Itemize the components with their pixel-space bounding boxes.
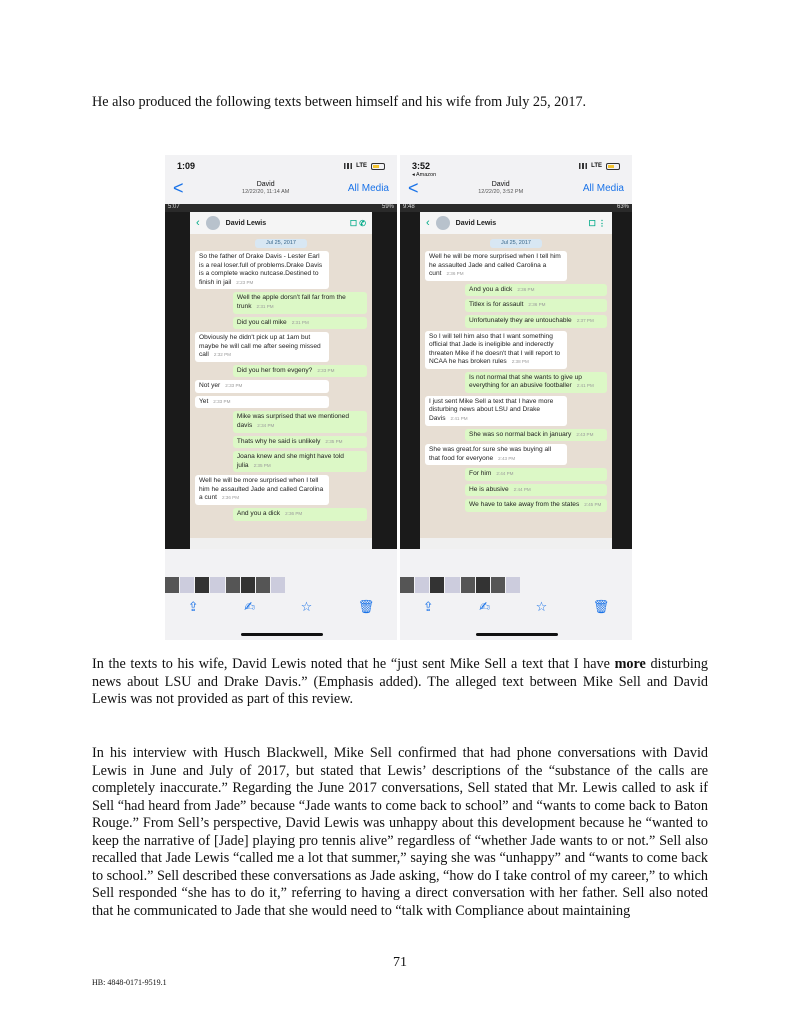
screenshot-left [165, 155, 397, 640]
call-icons[interactable]: ☐ ⋮ [588, 218, 606, 228]
header-name: David [491, 180, 510, 188]
action-bar [400, 600, 632, 620]
message-time: 2:36 PM [528, 302, 546, 308]
thumbnail-strip[interactable] [165, 577, 285, 593]
message-text: Titlex is for assault [469, 301, 524, 309]
chat-body [190, 234, 372, 527]
chat-message [425, 251, 567, 281]
message-time: 2:34 PM [257, 423, 275, 429]
message-text: We have to take away from the states [469, 501, 580, 509]
message-time: 2:36 PM [517, 286, 535, 292]
android-time: 5:07 [168, 204, 180, 210]
message-text: Did you call mike [236, 318, 287, 326]
action-bar [165, 600, 397, 620]
chat-message [195, 380, 329, 393]
embedded-whatsapp-screenshot [165, 204, 397, 549]
chat-header [420, 212, 612, 234]
chat-message [425, 444, 567, 465]
photo-viewer-header [400, 177, 632, 199]
page-number: 71 [393, 955, 407, 970]
message-text: Did you her from evgeny? [236, 366, 313, 374]
back-button[interactable]: < [173, 178, 184, 198]
message-text: So the father of Drake Davis - Lester Earl is a real loser.full of problems.Drake Davis is a complete wacko nutcase.Destined to finish in jail [199, 253, 323, 286]
chat-message [195, 475, 329, 505]
avatar [436, 216, 450, 230]
chat-message [465, 315, 607, 328]
message-time: 2:35 PM [325, 438, 343, 444]
chat-message [233, 451, 367, 472]
chat-message [465, 372, 607, 393]
paragraph-1-end: disturbing news about LSU and Drake Davis.” (Emphasis added). The alleged text between Mike Sell and David Lewis was not provided as part of this review. [92, 656, 708, 707]
chat-message [465, 429, 607, 442]
message-time: 2:44 PM [496, 471, 514, 477]
all-media-link[interactable]: All Media [347, 182, 389, 194]
emphasis-more: more [614, 656, 646, 672]
header-date: 12/22/20, 11:14 AM [242, 188, 290, 195]
chat-input-bar[interactable] [190, 538, 372, 549]
battery-icon [371, 163, 385, 170]
message-time: 2:45 PM [584, 502, 602, 508]
chat-message [465, 299, 607, 312]
ios-status-bar [165, 155, 397, 177]
star-icon[interactable]: ☆ [300, 600, 313, 615]
home-indicator [476, 633, 558, 636]
android-status-bar [400, 204, 632, 212]
trash-icon[interactable]: 🗑 [357, 600, 375, 615]
chat-message [233, 292, 367, 313]
message-text: And you a dick [469, 285, 513, 293]
embedded-whatsapp-screenshot [400, 204, 632, 549]
markup-icon[interactable]: ✍ [479, 600, 491, 615]
chat-message [465, 284, 607, 297]
message-text: Joana knew and she might have told julia [236, 453, 344, 469]
message-time: 2:31 PM [291, 319, 309, 325]
chat-message [233, 436, 367, 449]
message-text: Obviously he didn't pick up at 1am but maybe he will call me after seeing missed call [199, 334, 321, 359]
trash-icon[interactable]: 🗑 [592, 600, 610, 615]
message-time: 2:35 PM [253, 462, 271, 468]
chat-header [190, 212, 372, 234]
chat-message [233, 411, 367, 432]
message-text: She was so normal back in january [469, 430, 572, 438]
chat-message [465, 468, 607, 481]
message-text: He is abusive [469, 485, 509, 493]
message-time: 2:43 PM [498, 455, 516, 461]
message-time: 2:41 PM [450, 416, 468, 422]
android-battery: 59% [381, 204, 394, 210]
chat-body [420, 234, 612, 518]
message-text: Well he will be more surprised when I tell him he assaulted Jade and called Carolina a cunt [429, 253, 561, 278]
message-text: I just sent Mike Sell a text that I have more disturbing news about LSU and Drake Davis [429, 397, 554, 423]
message-text: So I will tell him also that I want something official that Jade is ineligible and inderectly threaten Mike if he doesn't that I will report to NCAA he has broken rules [429, 332, 561, 366]
message-time: 2:31 PM [256, 303, 274, 309]
paragraph-2: In his interview with Husch Blackwell, Mike Sell confirmed that had phone conversations with David Lewis in June and July of 2017, but stated that Lewis’ descriptions of the “substance of the calls are completely inaccurate.” Regarding the June 2017 conversations, Sell stated that Mr. Lewis called to ask if Sell “had heard from Jade” because “Jade wants to come back to school” and “wants to come back to Baton Rouge.” From Sell’s perspective, David Lewis was unhappy about this development because he “wanted to keep the narrative of [Jade] playing pro tennis alive” regardless of “whether Jade wants to or not.” Sell also recalled that Jade Lewis “called me a lot that summer,” saying she was “unhappy” and “wants to come back to school.” Sell described these conversations as Jade asking, “how do I take control of my career,” to which Sell responded “she has to do it,” referring to having a direct conversation with her father. Sell also noted that he communicated to Jade that she would need to “talk with Compliance about maintaining [92, 745, 708, 919]
message-time: 2:33 PM [225, 383, 243, 389]
chat-message [425, 331, 567, 369]
paragraph-1 [92, 656, 708, 709]
contact-name: David Lewis [225, 219, 267, 227]
home-indicator [241, 633, 323, 636]
call-icons[interactable]: ☐ ✆ [349, 218, 366, 228]
chat-message [465, 484, 607, 497]
chevron-left-icon[interactable]: ‹ [426, 217, 430, 229]
header-date: 12/22/20, 3:52 PM [478, 188, 524, 195]
message-text: Yet [199, 397, 209, 405]
chat-message [465, 499, 607, 512]
chevron-left-icon[interactable]: ‹ [196, 217, 200, 229]
all-media-link[interactable]: All Media [582, 182, 624, 194]
message-text: Well the apple dorsn't fall far from the trunk [236, 294, 346, 310]
message-text: Unfortunately they are untouchable [469, 316, 572, 324]
message-time: 2:41 PM [576, 383, 594, 389]
message-text: Not yer [199, 382, 221, 390]
footer-doc-id: HB: 4848-0171-9519.1 [92, 978, 167, 987]
chat-message [195, 251, 329, 289]
chat-message [425, 396, 567, 426]
message-text: Well he will be more surprised when I tell him he assaulted Jade and called Carolina a cunt [199, 477, 324, 502]
back-button[interactable]: < [408, 178, 419, 198]
message-text: She was great.for sure she was buying all that food for everyone [429, 446, 552, 462]
message-text: And you a dick [236, 509, 281, 517]
network-label: LTE [591, 163, 602, 169]
message-text: Thats why he said is unlikely [236, 437, 321, 445]
message-time: 2:38 PM [511, 359, 529, 365]
paragraph-1-start: In the texts to his wife, David Lewis noted that he “just sent Mike Sell a text that I have [92, 656, 615, 672]
message-time: 2:36 PM [285, 510, 303, 516]
status-time: 1:09 [177, 161, 196, 171]
battery-icon [606, 163, 620, 170]
avatar [206, 216, 220, 230]
signal-icon [344, 163, 352, 169]
ios-status-bar [400, 155, 632, 177]
header-name: David [256, 180, 275, 188]
message-text: Is not normal that she wants to give up everything for an abusive footballer [469, 373, 582, 390]
status-sub: ◂ Amazon [412, 172, 437, 178]
share-icon[interactable]: ⇪ [187, 600, 199, 615]
android-status-bar [165, 204, 397, 212]
chat-message [233, 317, 367, 330]
message-time: 2:44 PM [513, 486, 531, 492]
chat-window [190, 212, 372, 549]
intro-text: He also produced the following texts between himself and his wife from July 25, 2017. [92, 94, 587, 110]
chat-message [195, 332, 329, 362]
android-time: 9:48 [403, 204, 415, 210]
contact-name: David Lewis [455, 219, 497, 227]
message-time: 2:43 PM [576, 431, 594, 437]
screenshot-right [400, 155, 632, 640]
message-time: 2:32 PM [213, 352, 232, 358]
message-time: 2:36 PM [221, 495, 240, 501]
chat-message [233, 365, 367, 378]
message-time: 2:23 PM [236, 279, 254, 285]
photo-viewer-header [165, 177, 397, 199]
chat-input-bar[interactable] [420, 538, 612, 549]
chat-message [233, 508, 367, 521]
date-chip: Jul 25, 2017 [255, 239, 307, 248]
android-battery: 63% [616, 204, 629, 210]
network-label: LTE [356, 163, 367, 169]
chat-message [195, 396, 329, 409]
markup-icon[interactable]: ✍ [244, 600, 256, 615]
message-text: For him [469, 470, 492, 478]
star-icon[interactable]: ☆ [535, 600, 548, 615]
status-time: 3:52 [412, 161, 431, 171]
signal-icon [579, 163, 587, 169]
message-time: 2:33 PM [213, 398, 231, 404]
message-time: 2:37 PM [576, 317, 594, 323]
message-time: 2:36 PM [446, 271, 464, 277]
share-icon[interactable]: ⇪ [422, 600, 434, 615]
message-text: Mike was surprised that we mentioned davis [236, 413, 349, 430]
thumbnail-strip[interactable] [400, 577, 520, 593]
chat-window [420, 212, 612, 549]
date-chip: Jul 25, 2017 [490, 239, 542, 248]
message-time: 2:33 PM [317, 367, 335, 373]
